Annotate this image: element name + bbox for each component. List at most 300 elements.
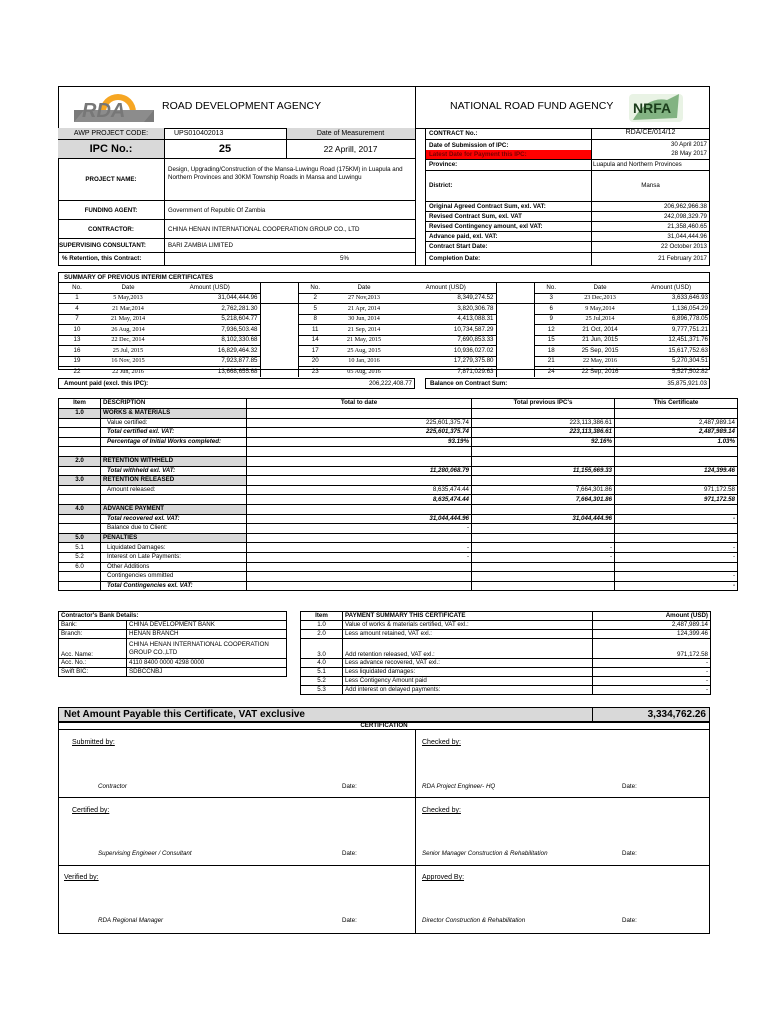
cert-amount: 7,923,877.85 xyxy=(160,356,260,367)
col-total-to-date: Total to date xyxy=(247,399,472,409)
certification-box xyxy=(58,722,710,934)
row-description: Other Additions xyxy=(101,562,247,572)
main-header-row xyxy=(59,399,738,409)
cert-no: 7 xyxy=(58,314,96,325)
director-date: Date: xyxy=(622,917,637,924)
row-item xyxy=(59,428,101,438)
row-description: Liquidated Damages: xyxy=(101,543,247,553)
payment-col-amount: Amount (USD) xyxy=(593,612,711,621)
amount-paid-label: Amount paid (excl. this IPC): xyxy=(64,380,149,387)
row-this-certificate xyxy=(615,409,738,419)
row-item: 1.0 xyxy=(59,409,101,419)
cert-amount: 13,668,655.68 xyxy=(160,367,260,377)
cert-no: 5 xyxy=(298,304,332,315)
cert-no: 3 xyxy=(534,293,568,304)
row-item: 3.0 xyxy=(59,476,101,486)
cert-no: 13 xyxy=(58,335,96,346)
advance-paid-value: 31,044,444.96 xyxy=(667,233,707,240)
main-row xyxy=(59,466,738,476)
latest-payment-value: 28 May 2017 xyxy=(671,150,707,157)
cert-no: 4 xyxy=(58,304,96,315)
original-sum-label: Original Agreed Contract Sum, exl. VAT: xyxy=(429,203,546,210)
bank-value: CHINA HENAN INTERNATIONAL COOPERATION GROUP CO.,LTD xyxy=(127,639,287,659)
cert-date: 21 May, 2015 xyxy=(332,335,396,346)
row-total-previous xyxy=(472,504,615,514)
summary-row xyxy=(58,335,710,346)
row-description: RETENTION WITHHELD xyxy=(101,456,247,466)
summary-row xyxy=(58,346,710,357)
consultant-date: Date: xyxy=(342,850,357,857)
cert-amount: 10,936,027.02 xyxy=(396,346,496,357)
project-name-value: Design, Upgrading/Construction of the Mansa-Luwingu Road (175KM) in Luapula and Northern Provinces and 30KM Township Roads in Mansa and Luwingu xyxy=(168,166,403,181)
row-total-previous xyxy=(472,572,615,582)
main-row xyxy=(59,418,738,428)
row-total-previous xyxy=(472,447,615,457)
row-description: RETENTION RELEASED xyxy=(101,476,247,486)
bank-label: Swift BIC: xyxy=(59,668,127,677)
row-total-to-date: - xyxy=(247,524,472,534)
row-item xyxy=(59,524,101,534)
payment-row xyxy=(301,639,711,659)
cert-no: 16 xyxy=(58,346,96,357)
director-role: Director Construction & Rehabilitation xyxy=(422,917,526,924)
cert-date: 21 Mar,2014 xyxy=(96,304,160,315)
row-description: Amount released: xyxy=(101,485,247,495)
nrfa-logo xyxy=(627,90,685,126)
cert-date: 27 Nov,2013 xyxy=(332,293,396,304)
consultant-label: SUPERVISING CONSULTANT: xyxy=(59,242,146,249)
cert-amount: 3,633,646.93 xyxy=(632,293,710,304)
rda-logo-text: RDA xyxy=(82,100,126,122)
row-this-certificate xyxy=(615,447,738,457)
cert-no: 17 xyxy=(298,346,332,357)
start-date-value: 22 October 2013 xyxy=(660,243,707,250)
cert-no: 19 xyxy=(58,356,96,367)
row-description: Total Contingencies exl. VAT: xyxy=(101,581,247,591)
row-this-certificate: - xyxy=(615,552,738,562)
nrfa-logo-text: NRFA xyxy=(633,100,672,116)
summary-row xyxy=(58,367,710,377)
payment-row xyxy=(301,677,711,686)
row-this-certificate: 1.03% xyxy=(615,437,738,447)
cert-no: 18 xyxy=(534,346,568,357)
payment-amount: - xyxy=(593,659,711,668)
main-row xyxy=(59,572,738,582)
row-this-certificate xyxy=(615,533,738,543)
latest-payment-label: Latest Date for Payment this IPC: xyxy=(429,151,527,158)
cert-date: 21 May, 2014 xyxy=(96,314,160,325)
row-total-previous: 223,113,386.61 xyxy=(472,418,615,428)
cert-amount: 7,690,853.33 xyxy=(396,335,496,346)
left-agency-title: ROAD DEVELOPMENT AGENCY xyxy=(162,100,322,112)
payment-desc: Add retention released, VAT exl.: xyxy=(343,639,593,659)
cert-date: 05 Aug, 2016 xyxy=(347,367,381,375)
main-row xyxy=(59,485,738,495)
row-item: 6.0 xyxy=(59,562,101,572)
row-total-previous: 223,113,386.61 xyxy=(472,428,615,438)
cert-date: 22 Jun, 2016 xyxy=(112,367,144,375)
net-amount-value: 3,334,762.26 xyxy=(647,709,706,720)
main-row xyxy=(59,552,738,562)
revised-sum-value: 242,098,329.79 xyxy=(663,213,707,220)
regional-manager-role: RDA Regional Manager xyxy=(98,917,164,924)
main-row xyxy=(59,514,738,524)
net-amount-label: Net Amount Payable this Certificate, VAT exclusive xyxy=(64,709,305,720)
bank-label: Branch: xyxy=(59,630,127,639)
cert-no: 2 xyxy=(298,293,332,304)
district-value: Mansa xyxy=(641,182,660,189)
ipc-no-label: IPC No.: xyxy=(58,140,164,158)
revised-contingency-label: Revised Contingency amount, exl VAT: xyxy=(429,223,543,230)
summary-row xyxy=(58,325,710,336)
section-row xyxy=(59,476,738,486)
bank-row xyxy=(59,621,287,630)
amount-paid-value: 206,222,408.77 xyxy=(368,380,412,387)
row-total-previous xyxy=(472,533,615,543)
date-of-measurement-value: 22 Aprill, 2017 xyxy=(323,144,378,154)
payment-item: 5.3 xyxy=(301,686,343,695)
row-this-certificate: - xyxy=(615,543,738,553)
col-this-certificate: This Certificate xyxy=(615,399,738,409)
cert-amount: 1,136,054.29 xyxy=(632,304,710,315)
row-description: Value certified: xyxy=(101,418,247,428)
payment-desc: Add interest on delayed payments: xyxy=(343,686,593,695)
bank-row xyxy=(59,659,287,668)
row-total-previous xyxy=(472,524,615,534)
row-total-previous xyxy=(472,476,615,486)
row-item xyxy=(59,466,101,476)
main-row xyxy=(59,581,738,591)
cert-amount: 5,527,502.82 xyxy=(671,367,708,375)
cert-no: 11 xyxy=(298,325,332,336)
row-this-certificate: 2,487,989.14 xyxy=(615,418,738,428)
payment-amount: - xyxy=(593,668,711,677)
col-item: Item xyxy=(59,399,101,409)
project-engineer-date: Date: xyxy=(622,783,637,790)
bank-row xyxy=(59,639,287,659)
project-name-label: PROJECT NAME: xyxy=(85,176,137,183)
funding-agent-value: Government of Republic Of Zambia xyxy=(168,207,266,214)
summary-row xyxy=(58,304,710,315)
summary-title: SUMMARY OF PREVIOUS INTERIM CERTIFICATES xyxy=(64,274,214,281)
row-total-to-date: 225,601,375.74 xyxy=(247,428,472,438)
cert-date: 10 Jan, 2016 xyxy=(332,356,396,367)
cert-amount: 3,820,306.78 xyxy=(396,304,496,315)
cert-no: 20 xyxy=(298,356,332,367)
cert-amount: 7,936,503.48 xyxy=(160,325,260,336)
header-divider xyxy=(415,86,416,266)
row-total-previous: 11,155,669.33 xyxy=(472,466,615,476)
cert-no: 12 xyxy=(534,325,568,336)
bank-label: Bank: xyxy=(59,621,127,630)
row-item xyxy=(59,495,101,505)
row-total-to-date: 8,635,474.44 xyxy=(247,495,472,505)
row-total-to-date xyxy=(247,447,472,457)
section-row xyxy=(59,456,738,466)
row-item: 2.0 xyxy=(59,456,101,466)
awp-value: UPS010402013 xyxy=(174,130,224,137)
cert-date: 22 Sep, 2016 xyxy=(581,367,619,375)
cert-date: 23 Dec,2013 xyxy=(568,293,632,304)
payment-amount: 124,399.46 xyxy=(593,630,711,639)
contractor-label: CONTRACTOR: xyxy=(88,226,134,233)
start-date-label: Contract Start Date: xyxy=(429,243,488,250)
row-description: Balance due to Client: xyxy=(101,524,247,534)
row-total-to-date xyxy=(247,572,472,582)
main-row xyxy=(59,428,738,438)
checked-by-label: Checked by: xyxy=(422,739,461,746)
bank-label: Acc. No.: xyxy=(59,659,127,668)
row-description xyxy=(101,447,247,457)
cert-amount: 31,044,444.96 xyxy=(160,293,260,304)
main-row xyxy=(59,437,738,447)
summary-table xyxy=(58,283,710,377)
main-row xyxy=(59,524,738,534)
cert-no: 21 xyxy=(534,356,568,367)
main-row xyxy=(59,562,738,572)
payment-item: 2.0 xyxy=(301,630,343,639)
summary-col-header: Date xyxy=(568,283,632,293)
row-total-to-date: - xyxy=(247,552,472,562)
cert-date: 5 May,2013 xyxy=(96,293,160,304)
payment-row xyxy=(301,668,711,677)
row-description: Percentage of Initial Works completed: xyxy=(101,437,247,447)
main-table xyxy=(58,398,738,591)
row-description: Total certified exl. VAT: xyxy=(101,428,247,438)
cert-date: 21 Jun, 2015 xyxy=(568,335,632,346)
certified-by-label: Certified by: xyxy=(72,807,110,814)
cert-amount: 5,218,604.77 xyxy=(160,314,260,325)
contract-no-label: CONTRACT No.: xyxy=(429,130,478,137)
cert-no: 14 xyxy=(298,335,332,346)
row-this-certificate xyxy=(615,504,738,514)
cert-no: 24 xyxy=(534,367,568,377)
cert-no: 8 xyxy=(298,314,332,325)
submitted-by-label: Submitted by: xyxy=(72,739,115,746)
payment-item: 5.2 xyxy=(301,677,343,686)
payment-row xyxy=(301,630,711,639)
row-total-previous xyxy=(472,562,615,572)
cert-date: 21 Apr, 2014 xyxy=(332,304,396,315)
cert-date: 9 May,2014 xyxy=(568,304,632,315)
summary-row xyxy=(58,314,710,325)
row-item: 5.0 xyxy=(59,533,101,543)
cert-no: 6 xyxy=(534,304,568,315)
bank-title: Contractor's Bank Details: xyxy=(59,612,287,621)
row-total-previous xyxy=(472,409,615,419)
cert-amount: 4,413,088.31 xyxy=(396,314,496,325)
section-row xyxy=(59,533,738,543)
row-total-previous: - xyxy=(472,552,615,562)
bank-value: SDBCCNBJ xyxy=(129,667,163,675)
cert-no: 1 xyxy=(58,293,96,304)
row-total-to-date xyxy=(247,504,472,514)
row-total-previous: 7,664,301.86 xyxy=(472,485,615,495)
row-this-certificate xyxy=(615,524,738,534)
row-total-previous xyxy=(472,581,615,591)
cert-date: 25 Sep, 2015 xyxy=(568,346,632,357)
row-this-certificate xyxy=(615,456,738,466)
cert-date: 30 Jun, 2014 xyxy=(332,314,396,325)
row-item xyxy=(59,447,101,457)
row-total-to-date: 8,635,474.44 xyxy=(247,485,472,495)
row-total-previous: - xyxy=(472,543,615,553)
summary-col-header: Amount (USD) xyxy=(396,283,496,293)
summary-col-header: No. xyxy=(298,283,332,293)
cert-amount: 12,451,371.76 xyxy=(632,335,710,346)
original-sum-value: 206,962,966.38 xyxy=(663,203,707,210)
cert-date: 26 Aug, 2014 xyxy=(96,325,160,336)
certification-title: CERTIFICATION xyxy=(360,722,408,729)
payment-desc: Less advance recovered, VAT exl.: xyxy=(343,659,593,668)
section-row xyxy=(59,409,738,419)
cert-date: 22 Dec, 2014 xyxy=(96,335,160,346)
payment-desc: Less liquidated damages: xyxy=(343,668,593,677)
summary-col-header: Date xyxy=(96,283,160,293)
payment-col-description: PAYMENT SUMMARY THIS CERTIFICATE xyxy=(343,612,593,621)
completion-date-label: Completion Date: xyxy=(429,255,481,262)
consultant-value: BARI ZAMBIA LIMITED xyxy=(168,242,233,249)
cert-amount: 6,896,778.05 xyxy=(632,314,710,325)
row-this-certificate: - xyxy=(615,572,738,582)
row-this-certificate: 124,399.46 xyxy=(615,466,738,476)
cert-amount: 8,349,274.52 xyxy=(396,293,496,304)
summary-col-header: No. xyxy=(58,283,96,293)
cert-date: 21 Oct, 2014 xyxy=(568,325,632,336)
row-item xyxy=(59,437,101,447)
cert-no: 10 xyxy=(58,325,96,336)
bank-value: CHINA DEVELOPMENT BANK xyxy=(127,621,287,630)
row-this-certificate: 971,172.58 xyxy=(615,485,738,495)
funding-agent-label: FUNDING AGENT: xyxy=(84,207,138,214)
payment-item: 4.0 xyxy=(301,659,343,668)
right-agency-title: NATIONAL ROAD FUND AGENCY xyxy=(450,100,614,112)
bank-label: Acc. Name: xyxy=(59,639,127,659)
row-total-to-date xyxy=(247,476,472,486)
payment-amount: - xyxy=(705,685,708,693)
payment-table xyxy=(300,611,711,695)
retention-label: % Retention, this Contract: xyxy=(62,255,142,262)
row-this-certificate xyxy=(615,562,738,572)
col-total-previous: Total previous IPC's xyxy=(472,399,615,409)
row-total-previous: 7,664,301.86 xyxy=(472,495,615,505)
payment-desc: Less Contigency Amount paid xyxy=(343,677,593,686)
row-description xyxy=(101,495,247,505)
row-total-to-date: - xyxy=(247,543,472,553)
senior-manager-date: Date: xyxy=(622,850,637,857)
contractor-value: CHINA HENAN INTERNATIONAL COOPERATION GROUP CO., LTD xyxy=(168,226,360,233)
payment-header-row xyxy=(301,612,711,621)
row-item xyxy=(59,572,101,582)
submission-date-label: Date of Submission of IPC: xyxy=(429,142,509,149)
summary-col-header: Amount (USD) xyxy=(160,283,260,293)
row-total-previous: 92.16% xyxy=(472,437,615,447)
row-this-certificate: - xyxy=(615,514,738,524)
payment-col-item: Item xyxy=(301,612,343,621)
payment-item: 1.0 xyxy=(301,621,343,630)
row-total-to-date: 225,601,375.74 xyxy=(247,418,472,428)
row-total-previous: 31,044,444.96 xyxy=(472,514,615,524)
cert-date: 25 Aug, 2015 xyxy=(332,346,396,357)
cert-amount: 8,102,330.68 xyxy=(160,335,260,346)
ipc-no-value: 25 xyxy=(218,143,232,155)
summary-col-header: Amount (USD) xyxy=(632,283,710,293)
province-label: Province: xyxy=(429,161,458,168)
row-this-certificate: 971,172.58 xyxy=(615,495,738,505)
row-description: Interest on Late Payments: xyxy=(101,552,247,562)
row-total-to-date xyxy=(247,456,472,466)
row-total-previous xyxy=(472,456,615,466)
revised-sum-label: Revised Contract Sum, exl. VAT xyxy=(429,213,522,220)
row-this-certificate: - xyxy=(615,581,738,591)
payment-item: 3.0 xyxy=(301,639,343,659)
payment-row xyxy=(301,686,711,695)
revised-contingency-value: 21,358,460.65 xyxy=(667,223,707,230)
cert-date: 16 Nov, 2015 xyxy=(96,356,160,367)
cert-date: 25 Jul, 2015 xyxy=(96,346,160,357)
row-description: Total recovered exl. VAT: xyxy=(101,514,247,524)
main-row xyxy=(59,543,738,553)
cert-amount: 17,279,375.80 xyxy=(396,356,496,367)
cert-amount: 5,270,304.51 xyxy=(632,356,710,367)
row-total-to-date xyxy=(247,581,472,591)
district-label: District: xyxy=(429,182,453,189)
advance-paid-label: Advance paid, exl. VAT: xyxy=(429,233,498,240)
summary-col-header: Date xyxy=(332,283,396,293)
row-description: Contingencies ommitted xyxy=(101,572,247,582)
payment-item: 5.1 xyxy=(301,668,343,677)
row-item xyxy=(59,418,101,428)
province-value: Luapula and Northern Provinces xyxy=(593,161,682,168)
cert-no: 23 xyxy=(298,367,332,377)
row-item xyxy=(59,514,101,524)
balance-label: Balance on Contract Sum: xyxy=(430,380,508,387)
row-item: 5.2 xyxy=(59,552,101,562)
bank-table xyxy=(58,611,287,677)
bank-row xyxy=(59,668,287,677)
submission-date-value: 30 April 2017 xyxy=(670,141,707,148)
checked-by-2-label: Checked by: xyxy=(422,807,461,814)
awp-label: AWP PROJECT CODE: xyxy=(58,128,164,139)
summary-col-header: No. xyxy=(534,283,568,293)
contract-info xyxy=(425,128,710,266)
cert-amount: 7,871,029.63 xyxy=(396,367,496,377)
row-this-certificate xyxy=(615,476,738,486)
row-total-to-date xyxy=(247,562,472,572)
cert-no: 9 xyxy=(534,314,568,325)
row-item: 4.0 xyxy=(59,504,101,514)
cert-amount: 10,734,587.29 xyxy=(396,325,496,336)
date-of-measurement-label: Date of Measurement xyxy=(286,128,415,139)
payment-amount: - xyxy=(593,677,711,686)
payment-desc: Less amount retained, VAT exl.: xyxy=(343,630,593,639)
payment-row xyxy=(301,659,711,668)
payment-row xyxy=(301,621,711,630)
section-row xyxy=(59,504,738,514)
contractor-role: Contractor xyxy=(98,783,127,790)
bank-row xyxy=(59,630,287,639)
approved-by-label: Approved By: xyxy=(422,874,465,881)
row-item: 5.1 xyxy=(59,543,101,553)
summary-header-row xyxy=(58,283,710,293)
payment-amount: 2,487,989.14 xyxy=(593,621,711,630)
senior-manager-role: Senior Manager Construction & Rehabilitation xyxy=(422,850,548,857)
cert-amount: 2,762,281.30 xyxy=(160,304,260,315)
summary-row xyxy=(58,356,710,367)
row-description: ADVANCE PAYMENT xyxy=(101,504,247,514)
cert-date: 22 May, 2016 xyxy=(568,356,632,367)
cert-date: 21 Sep, 2014 xyxy=(332,325,396,336)
